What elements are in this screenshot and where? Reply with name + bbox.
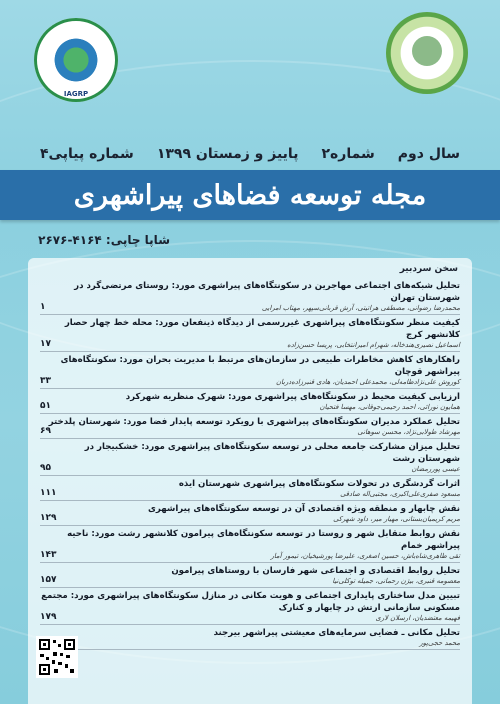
divider xyxy=(40,475,460,476)
toc-entry xyxy=(40,391,460,414)
divider xyxy=(40,314,460,315)
toc-entry xyxy=(40,565,460,588)
page-number: ۱۱۱ xyxy=(40,488,57,498)
globe-icon xyxy=(51,35,101,85)
article-title: ارزیابی کیفیت محیط در سکونتگاه‌های پیراشهری مورد: شهرک منظریه شهرکرد xyxy=(125,392,460,402)
authors-text: مسعود صفری‌علی‌اکبری، مجتبی‌اله صادقی xyxy=(340,490,460,498)
authors-text: فهیمه معتضدیان، ارسلان لاری xyxy=(375,614,460,622)
authors-text: محمد حجی‌پور xyxy=(419,639,460,647)
journal-title: مجله توسعه فضاهای پیراشهری xyxy=(73,179,427,211)
article-title: کیفیت منظر سکونتگاه‌های پیراشهری غیررسمی از دیدگاه ذینفعان مورد: محله خط چهار حصار کلانشهر کرج xyxy=(64,318,460,340)
journal-logo xyxy=(386,12,468,94)
article-authors xyxy=(40,552,460,561)
issue-season: پاییز و زمستان ۱۳۹۹ xyxy=(156,146,299,162)
article-authors xyxy=(40,490,460,499)
authors-text: تقی طاهری‌شاه‌باش، حسین اصغری، علیرضا پورشیخیان، تیمور آمار xyxy=(270,552,460,560)
page-number: ۶۹ xyxy=(40,426,51,436)
article-authors xyxy=(40,304,460,313)
article-title: راهکارهای کاهش مخاطرات طبیعی در سازمان‌های مرتبط با مدیریت بحران مورد: سکونتگاه‌های پیراشهر قوچان xyxy=(60,355,460,377)
divider xyxy=(40,500,460,501)
article-authors xyxy=(40,577,460,586)
page-number: ۳۳ xyxy=(40,376,51,386)
article-authors xyxy=(40,639,460,648)
authors-text: اسماعیل نصیری‌هندخاله، شهرام امیرانتخابی، پریسا حسن‌زاده xyxy=(287,341,460,349)
table-of-contents xyxy=(28,258,472,704)
logo-label: IAGRP xyxy=(63,90,89,98)
divider xyxy=(40,562,460,563)
divider xyxy=(40,624,460,625)
issue-serial: شماره پیاپی۴ xyxy=(40,146,134,162)
article-title: تحلیل عملکرد مدیران سکونتگاه‌های پیراشهری با رویکرد توسعه پایدار فضا مورد: شهرستان پلدختر xyxy=(48,417,460,427)
article-authors xyxy=(40,515,460,524)
article-title: نقش روابط متقابل شهر و روستا در توسعه سکونتگاه‌های پیرامون کلانشهر رشت مورد: ناحیه پیراشهر خمام xyxy=(67,529,460,551)
article-authors xyxy=(40,378,460,387)
page-number: ۵۱ xyxy=(40,401,51,411)
article-authors xyxy=(40,341,460,350)
authors-text: همایون نورائی، احمد رحیمی‌جوقانی، مهسا فتحیان xyxy=(319,403,460,411)
article-list xyxy=(40,280,460,652)
article-title: تحلیل روابط اقتصادی و اجتماعی شهر فارسان با روستاهای پیرامون xyxy=(171,566,460,576)
article-authors xyxy=(40,403,460,412)
toc-entry xyxy=(40,441,460,476)
green-emblem-icon xyxy=(412,36,442,66)
divider xyxy=(40,388,460,389)
page-number: ۱۵۷ xyxy=(40,575,57,585)
toc-entry xyxy=(40,280,460,315)
toc-entry xyxy=(40,503,460,526)
authors-text: محمدرضا رضوانی، مصطفی هراتیتی، آرش قربانی‌سپهر، مهتاب امرایی xyxy=(261,304,460,312)
article-authors xyxy=(40,428,460,437)
article-title: تحلیل شبکه‌های اجتماعی مهاجرین در سکونتگاه‌های پیراشهری مورد: روستای مرتضی‌گرد در شهرستان تهران xyxy=(74,281,460,303)
toc-entry xyxy=(40,528,460,563)
page-number: ۱۴۳ xyxy=(40,550,57,560)
issue-number: شماره۲ xyxy=(321,146,375,162)
issue-info xyxy=(40,142,460,166)
article-title: نقش چابهار و منطقه ویژه اقتصادی آن در توسعه سکونتگاه‌های پیراشهری xyxy=(147,504,460,514)
toc-entry xyxy=(40,590,460,625)
divider xyxy=(40,351,460,352)
divider xyxy=(40,438,460,439)
article-title: تبیین مدل ساختاری پایداری اجتماعی و هویت مکانی در منازل سکونتگاه‌های پیراشهری مورد: مجتمع مسکونی سازمانی ارتش در چابهار و کنارک xyxy=(41,591,460,613)
authors-text: کوروش علی‌نژادطامه‌لی، محمدعلی احمدیان، هادی قنبرزاده‌دربان xyxy=(276,378,460,386)
issn-label: شاپا چاپی: ۴۱۶۴-۲۶۷۶ xyxy=(38,233,170,247)
article-title: اثرات گردشگری در تحولات سکونتگاه‌های پیراشهری شهرستان ایذه xyxy=(178,479,460,489)
article-title: تحلیل میزان مشارکت جامعه محلی در توسعه سکونتگاه‌های پیراشهری مورد: خشکبیجار در شهرستان رشت xyxy=(84,442,460,464)
qr-code-icon xyxy=(38,638,76,676)
authors-text: مهرشاد طولابی‌نژاد، محسن سوهانی xyxy=(357,428,460,436)
toc-entry xyxy=(40,416,460,439)
divider xyxy=(40,649,460,650)
toc-entry xyxy=(40,627,460,650)
page-number: ۱۷ xyxy=(40,339,51,349)
toc-entry xyxy=(40,317,460,352)
toc-entry xyxy=(40,354,460,389)
editorial-heading: سخن سردبیر xyxy=(399,264,458,274)
page-number: ۱۷۹ xyxy=(40,612,57,622)
page-number: ۹۵ xyxy=(40,463,51,473)
toc-entry xyxy=(40,478,460,501)
authors-text: مریم کریمیان‌بستانی، مهیار میر، داود شهرکی xyxy=(333,515,460,523)
qr-code xyxy=(36,636,78,678)
divider xyxy=(40,525,460,526)
authors-text: معصومه قنبری، بیژن رحمانی، جمیله توکلی‌نیا xyxy=(332,577,460,585)
divider xyxy=(40,413,460,414)
page-number: ۱۲۹ xyxy=(40,513,57,523)
article-authors xyxy=(40,614,460,623)
divider xyxy=(40,587,460,588)
authors-text: عیسی پوررمضان xyxy=(411,465,460,473)
article-authors xyxy=(40,465,460,474)
article-title: تحلیل مکانی ـ فضایی سرمایه‌های معیشتی پیراشهر بیرجند xyxy=(213,628,460,638)
issue-year: سال دوم xyxy=(397,146,460,162)
page-number: ۱ xyxy=(40,302,46,312)
association-logo xyxy=(34,18,118,102)
title-band xyxy=(0,170,500,220)
